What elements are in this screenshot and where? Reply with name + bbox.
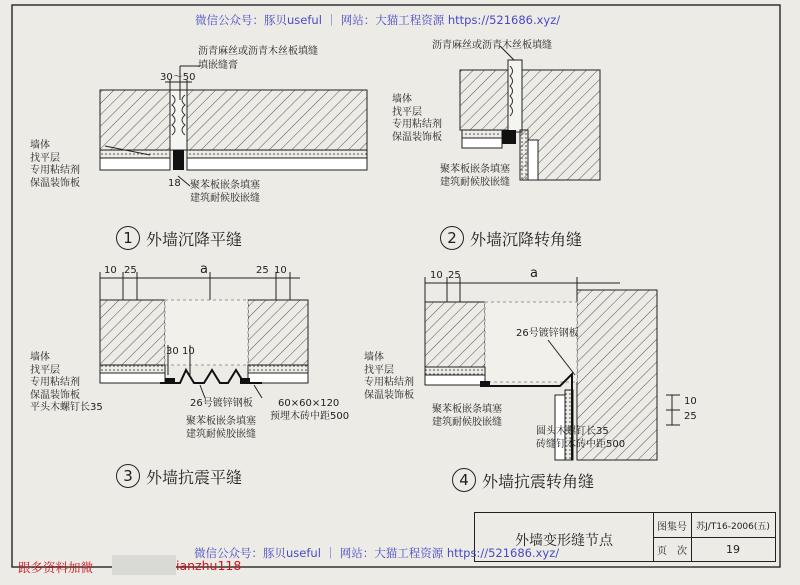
d4-plate-label: 26号镀锌钢板 [516, 328, 579, 339]
d4-number: 4 [452, 468, 476, 492]
d2-bottom-label: 聚苯板嵌条填塞 [440, 164, 510, 175]
detail-2-drawing [460, 46, 600, 180]
d1-right-labels [190, 180, 260, 205]
d1-left-label: 找平层 [30, 152, 60, 164]
d4-dim-top: a [530, 266, 538, 281]
d1-left-label: 保温装饰板 [30, 177, 80, 189]
d1-left-label: 专用粘结剂 [30, 165, 80, 176]
d3-dim-mid: 30 [166, 346, 179, 357]
d4-bottom-label: 建筑耐候胶嵌缝 [432, 416, 502, 428]
d3-left-label: 专用粘结剂 [30, 377, 80, 388]
d4-nail-label: 砖缝钉木砖中距500 [536, 438, 626, 450]
d1-label-top-2: 填嵌缝膏 [198, 60, 238, 71]
d4-bottom-label: 聚苯板嵌条填塞 [432, 404, 502, 415]
d1-dim-top: 30～50 [160, 72, 196, 83]
d1-caption [116, 226, 242, 250]
d4-left-label: 墙体 [364, 352, 384, 363]
watermark-bottom: 微信公众号：豚贝useful ｜ 网站：大猫工程资源 https://521686.xyz/ [194, 546, 560, 560]
d4-bottom-labels [432, 404, 502, 429]
footer-red-left: 跟多资料加微 [18, 560, 94, 575]
d3-caption [116, 464, 242, 488]
d3-bottom-labels [186, 416, 256, 441]
d3-plate-label: 26号镀锌钢板 [190, 398, 253, 409]
d4-caption [452, 468, 594, 492]
d1-left-label: 墙体 [30, 140, 50, 151]
d3-left-label: 保温装饰板 [30, 389, 80, 401]
d3-number: 3 [116, 464, 140, 488]
d1-left-labels [30, 140, 80, 190]
d3-left-labels [30, 352, 103, 415]
d4-left-label: 找平层 [364, 364, 394, 376]
d3-left-label: 找平层 [30, 364, 60, 376]
d3-left-label: 平头木螺钉长35 [30, 402, 103, 413]
d4-left-label: 保温装饰板 [364, 389, 414, 401]
title-block-title: 外墙变形缝节点 [515, 533, 613, 549]
d3-dim-top: 10 [104, 265, 117, 276]
d3-wood-label-2: 预埋木砖中距500 [270, 411, 350, 422]
d1-right-label: 建筑耐候胶嵌缝 [190, 192, 260, 204]
d2-left-label: 保温装饰板 [392, 131, 442, 143]
d3-bottom-label: 聚苯板嵌条填塞 [186, 416, 256, 427]
d2-caption [440, 226, 582, 250]
d1-caption-text: 外墙沉降平缝 [146, 229, 243, 249]
d4-dim-top: 25 [448, 270, 461, 281]
d2-left-labels [392, 94, 442, 144]
d2-left-label: 墙体 [392, 94, 412, 105]
title-block-atlas-label: 图集号 [657, 521, 687, 533]
d1-label-top-1: 沥青麻丝或沥青木丝板填缝 [198, 46, 318, 57]
detail-1-drawing [100, 66, 367, 186]
d4-nail-label: 圆头木螺钉长35 [536, 426, 609, 437]
d2-left-label: 找平层 [392, 106, 422, 118]
footer-red-right: ianzhu118 [176, 558, 242, 573]
redaction-box [112, 555, 176, 575]
d1-right-label: 聚苯板嵌条填塞 [190, 180, 260, 191]
d4-dim-right: 10 [684, 396, 697, 407]
d3-dim-top: a [200, 262, 208, 277]
d4-dim-top: 10 [430, 270, 443, 281]
d2-bottom-label: 建筑耐候胶嵌缝 [440, 176, 510, 188]
d2-caption-text: 外墙沉降转角缝 [470, 229, 583, 249]
d4-caption-text: 外墙抗震转角缝 [482, 471, 595, 491]
d3-dim-mid: 10 [182, 346, 195, 357]
d3-dim-top: 10 [274, 265, 287, 276]
d2-left-label: 专用粘结剂 [392, 119, 442, 130]
d2-number: 2 [440, 226, 464, 250]
d2-label-top: 沥青麻丝或沥青木丝板填缝 [432, 40, 552, 51]
d3-caption-text: 外墙抗震平缝 [146, 467, 243, 487]
d3-wood-label-1: 60×60×120 [278, 398, 340, 409]
d1-number: 1 [116, 226, 140, 250]
d4-left-label: 专用粘结剂 [364, 377, 414, 388]
title-block-page-value: 19 [726, 542, 740, 556]
d3-dim-top: 25 [124, 265, 137, 276]
d4-left-labels [364, 352, 414, 402]
detail-3-drawing [100, 272, 308, 398]
d1-dim-gap: 18 [168, 178, 181, 189]
d2-bottom-labels [440, 164, 510, 189]
title-block-atlas-value: 苏J/T16-2006(五) [696, 521, 770, 532]
d4-dim-right: 25 [684, 411, 697, 422]
d4-nail-labels [536, 426, 625, 451]
watermark-top: 微信公众号：豚贝useful ｜ 网站：大猫工程资源 https://521686.xyz/ [195, 13, 561, 27]
title-block-page-label: 页 次 [657, 545, 687, 557]
d3-left-label: 墙体 [30, 352, 50, 363]
d3-bottom-label: 建筑耐候胶嵌缝 [186, 428, 256, 440]
d3-dim-top: 25 [256, 265, 269, 276]
